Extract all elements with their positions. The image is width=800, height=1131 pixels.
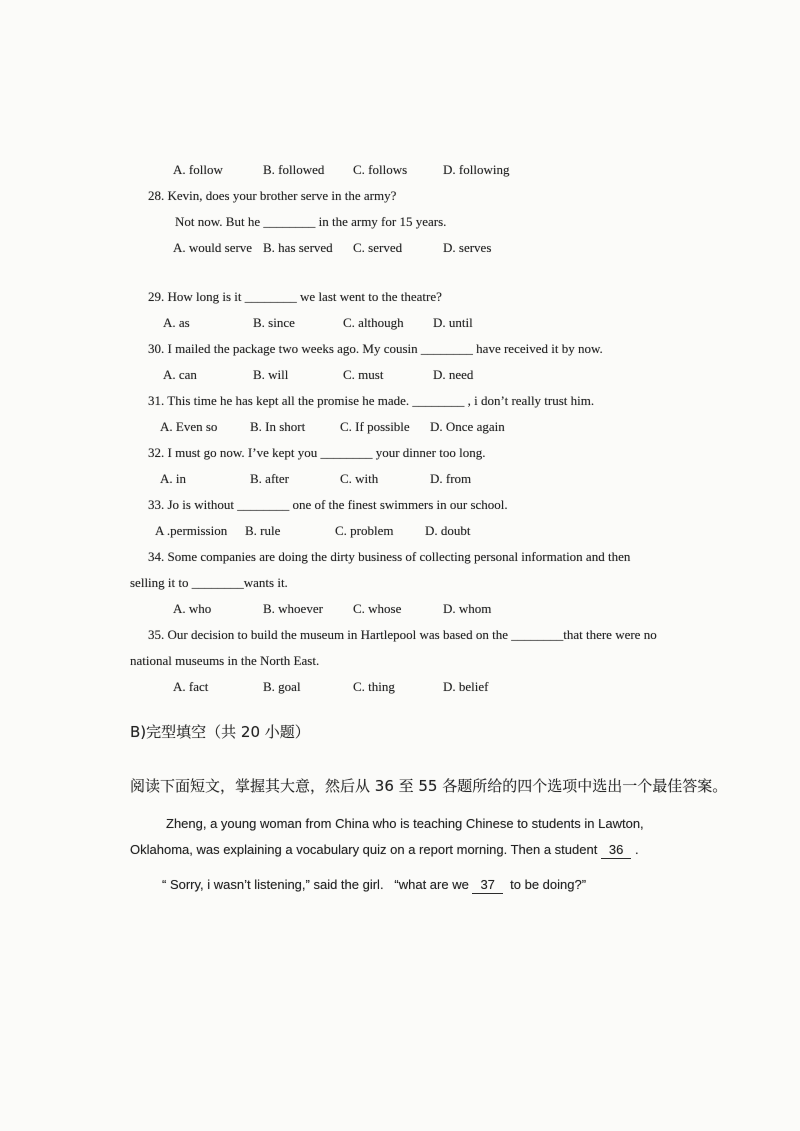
q35-stem-line2: national museums in the North East. xyxy=(130,653,320,668)
blank-36: 36 xyxy=(601,841,631,859)
option-b: B. rule xyxy=(245,523,281,538)
option-b: B. since xyxy=(253,315,295,330)
q35-stem-line1: 35. Our decision to build the museum in Hartlepool was based on the ________that there were no xyxy=(148,627,657,642)
option-d: D. whom xyxy=(443,601,492,616)
option-c: C. served xyxy=(353,240,403,255)
option-d: D. belief xyxy=(443,679,489,694)
q32-options-row xyxy=(130,466,760,492)
option-c: C. must xyxy=(343,367,384,382)
cloze-section xyxy=(130,719,760,898)
q33-stem: 33. Jo is without ________ one of the finest swimmers in our school. xyxy=(148,497,508,512)
q27-options-row xyxy=(130,157,760,183)
option-d: D. Once again xyxy=(430,419,505,434)
cloze-para2-start: “ Sorry, i wasn’t listening,” said the girl. “what are we xyxy=(162,877,473,892)
option-a: A. as xyxy=(163,315,190,330)
option-a: A. Even so xyxy=(160,419,218,434)
option-a: A. who xyxy=(173,601,212,616)
q31-stem: 31. This time he has kept all the promise he made. ________ , i don’t really trust him. xyxy=(148,393,595,408)
option-c: C. If possible xyxy=(340,419,410,434)
blank-37: 37 xyxy=(472,876,502,894)
cloze-para1-tail: . xyxy=(631,842,639,857)
q32-stem: 32. I must go now. I’ve kept you ________ your dinner too long. xyxy=(148,445,486,460)
option-a: A. would serve xyxy=(173,240,253,255)
cloze-para1-line1: Zheng, a young woman from China who is teaching Chinese to students in Lawton, xyxy=(166,816,644,831)
option-a: A. follow xyxy=(173,162,223,177)
cloze-section-heading: B)完型填空（共 20 小题） xyxy=(130,723,310,741)
q34-stem-line2: selling it to ________wants it. xyxy=(130,575,288,590)
option-d: D. doubt xyxy=(425,523,471,538)
option-d: D. serves xyxy=(443,240,492,255)
q31-options-row xyxy=(130,414,760,440)
option-b: B. will xyxy=(253,367,289,382)
q30-stem: 30. I mailed the package two weeks ago. My cousin ________ have received it by now. xyxy=(148,341,603,356)
q35-options-row xyxy=(130,674,760,700)
option-d: D. following xyxy=(443,162,510,177)
option-c: C. follows xyxy=(353,162,408,177)
q28-options-row xyxy=(130,235,760,261)
cloze-para2-end: to be doing?” xyxy=(502,877,587,892)
option-d: D. need xyxy=(433,367,474,382)
option-c: C. with xyxy=(340,471,379,486)
cloze-instruction: 阅读下面短文，掌握其大意，然后从 36 至 55 各题所给的四个选项中选出一个最佳答案。 xyxy=(130,777,728,795)
option-b: B. has served xyxy=(263,240,333,255)
option-d: D. until xyxy=(433,315,473,330)
option-b: B. after xyxy=(250,471,289,486)
option-d: D. from xyxy=(430,471,472,486)
q33-options-row xyxy=(130,518,760,544)
q34-options-row xyxy=(130,596,760,622)
option-b: B. In short xyxy=(250,419,306,434)
cloze-para2 xyxy=(130,872,760,898)
option-c: C. although xyxy=(343,315,404,330)
option-c: C. problem xyxy=(335,523,394,538)
option-b: B. goal xyxy=(263,679,301,694)
option-b: B. followed xyxy=(263,162,325,177)
option-a: A .permission xyxy=(155,523,228,538)
q28-stem: 28. Kevin, does your brother serve in the army? xyxy=(148,188,397,203)
option-c: C. whose xyxy=(353,601,402,616)
q29-options-row xyxy=(130,310,760,336)
option-a: A. fact xyxy=(173,679,209,694)
option-c: C. thing xyxy=(353,679,395,694)
option-a: A. in xyxy=(160,471,186,486)
cloze-para1-line2 xyxy=(130,837,760,863)
q28-reply: Not now. But he ________ in the army for 15 years. xyxy=(175,214,447,229)
q34-stem-line1: 34. Some companies are doing the dirty business of collecting personal information and then xyxy=(148,549,631,564)
option-b: B. whoever xyxy=(263,601,323,616)
cloze-para1-line2-text: Oklahoma, was explaining a vocabulary quiz on a report morning. Then a student xyxy=(130,842,601,857)
q30-options-row xyxy=(130,362,760,388)
grammar-mcq-section xyxy=(130,157,760,700)
option-a: A. can xyxy=(163,367,197,382)
q29-stem: 29. How long is it ________ we last went to the theatre? xyxy=(148,289,442,304)
